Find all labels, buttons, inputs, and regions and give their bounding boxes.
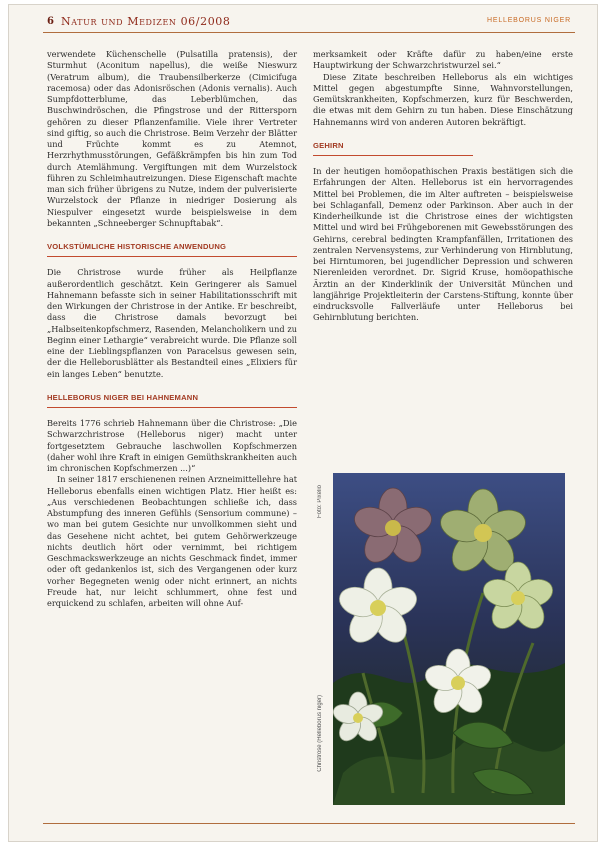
- section-heading: HELLEBORUS NIGER BEI HAHNEMANN: [47, 392, 297, 408]
- paragraph: Bereits 1776 schrieb Hahnemann über die Christrose: „Die Schwarzchristrose (Helleborus niger) macht unter fortgesetztem Gebrauche laschwollen Kopfschmerzen (daher wohl ihre Kraft in einigen Gemüthskrankheiten auch im chronischen Kopfschmerzen ...)“: [47, 418, 297, 473]
- paragraph: verwendete Küchenschelle (Pulsatilla pratensis), der Sturmhut (Aconitum napellus), die weiße Nieswurz (Veratrum album), die Traubensilberkerze (Cimicifuga racemosa) oder das Adonisröschen (Adonis vernalis). Auch Sumpfdotterblume, das Leberblümchen, das Buschwindröschen, die Pfingstrose und der Rittersporn gehören zu dieser Pflanzenfamilie. Viele ihrer Vertreter sind giftig, so auch die Christrose. Beim Verzehr der Blätter und Früchte kommt es zu Atemnot, Herzrhythmusstörungen, Gefäßkrämpfen bis hin zum Tod durch Atemlähmung. Vergiftungen mit dem Wurzelstock führen zu Schleimhautreizungen. Diese Eigenschaft machte man sich früher übrigens zu Nutze, indem der pulverisierte Wurzelstock der Pflanze in niedriger Dosierung als Niespulver eingesetzt wurde beispielsweise in dem bekannten „Schneeberger Schnupftabak“.: [47, 49, 297, 228]
- section-heading: GEHIRN: [313, 140, 473, 156]
- paragraph: merksamkeit oder Kräfte dafür zu haben/eine erste Hauptwirkung der Schwarzchristwurzel sei.“: [313, 49, 573, 71]
- christrose-photo: [333, 473, 565, 805]
- header-rule: [43, 32, 575, 33]
- paragraph: In der heutigen homöopathischen Praxis bestätigen sich die Erfahrungen der Alten. Helleborus ist ein hervorragendes Mittel bei Problemen, die im Alter auftreten – beispielsweise bei Schlaganfall, Demenz oder Parkinson. Aber auch in der Kinderheilkunde ist die Christrose eines der wichtigsten Mittel und wird bei Frühgeborenen mit Gewebsstörungen des Gehirns, cerebral bedingten Krampfanfällen, Irritationen des zentralen Nervensystems, zur Verhinderung von Hirnblutung, bei Hirntumoren, bei jugendlicher Depression und schweren Nierenleiden verordnet. Dr. Sigrid Kruse, homöopathische Ärztin an der Kinderklinik der Universität München und langjährige Projektleiterin der Carstens-Stiftung, konnte über eindrucksvolle Fallverläufe unter Helleborus bei Gehirnblutung berichten.: [313, 166, 573, 323]
- paragraph: Die Christrose wurde früher als Heilpflanze außerordentlich geschätzt. Kein Geringerer als Samuel Hahnemann befasste sich in seiner Habilitationsschrift mit den Wirkungen der Christrose in der Antike. Er beschreibt, dass die Christrose damals bevorzugt bei „Halbseitenkopfschmerz, Rasenden, Melancholikern und zu Beginn einer Lethargie“ verabreicht wurde. Die Pflanze soll eine der Lieblingspflanzen von Paracelsus gewesen sein, der die Helleborusblätter als Bestandteil eines „Elixiers für ein langes Leben“ benutzte.: [47, 267, 297, 379]
- left-column: [47, 49, 297, 609]
- flower-illustration: [333, 473, 565, 805]
- paragraph: Diese Zitate beschreiben Helleborus als ein wichtiges Mittel gegen abgestumpfte Sinne, Wahnvorstellungen, Gemütskrankheiten, Kopfschmerzen, kurz für Beschwerden, die etwas mit dem Gehirn zu tun haben. Diese Einschätzung Hahnemanns wird von anderen Autoren bekräftigt.: [313, 71, 573, 127]
- section-heading: VOLKSTÜMLICHE HISTORISCHE ANWENDUNG: [47, 241, 297, 257]
- section-tag: HELLEBORUS NIGER: [487, 17, 571, 24]
- footer-rule: [43, 823, 575, 824]
- page-header: [9, 5, 597, 31]
- magazine-title: Natur und Medizen 06/2008: [61, 15, 231, 28]
- page-number: 6: [47, 16, 54, 27]
- photo-caption: Christrose (Helleborus niger): [317, 695, 323, 772]
- right-column: [313, 49, 573, 324]
- paragraph: In seiner 1817 erschienenen reinen Arzneimittellehre hat Helleborus ebenfalls einen wichtigen Platz. Hier heißt es: „Aus verschiedenen Beobachtungen schließe ich, dass Abstumpfung des inneren Gefühls (Sensorium commune) – wo man bei gutem Gesichte nur unvollkommen sieht und das Gesehene nicht achtet, bei gutem Gehörwerkzeuge nichts deutlich hört oder vernimmt, bei richtigem Geschmackswerkzeuge an nichts Geschmack findet, immer oder oft gedankenlos ist, sich des Vergangenen oder kurz vorher Begegneten wenig oder nicht erinnert, an nichts Freude hat, nur leicht schlummert, ohne fest und erquickend zu schlafen, arbeiten will ohne Auf-: [47, 474, 297, 608]
- photo-credit: Foto: Pixelio: [317, 485, 323, 519]
- magazine-page: [8, 4, 598, 842]
